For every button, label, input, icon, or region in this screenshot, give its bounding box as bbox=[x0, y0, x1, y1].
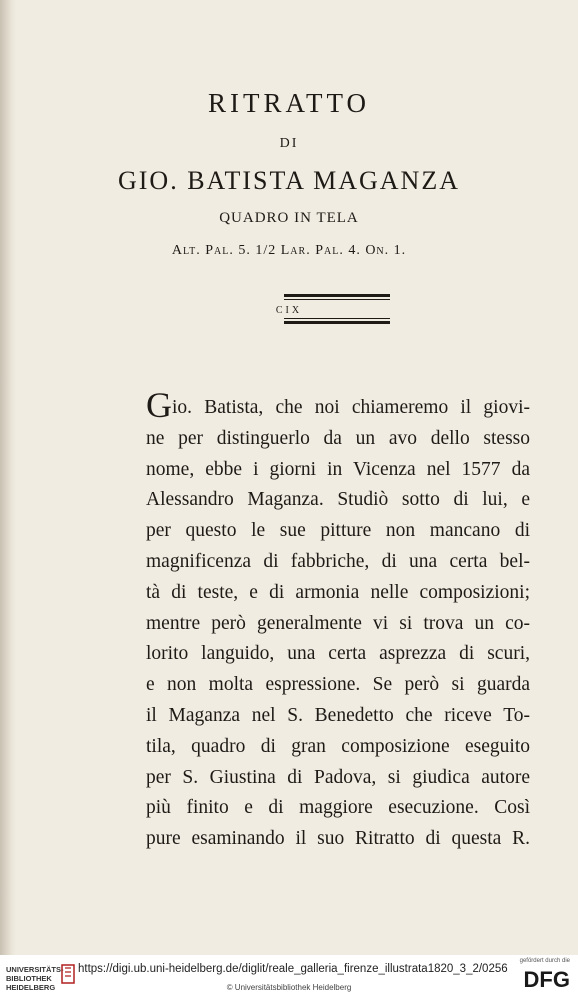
permalink-url[interactable]: https://digi.ub.uni-heidelberg.de/diglit/reale_galleria_firenze_illustrata1820_3_2/0256 bbox=[78, 963, 508, 975]
text-line: mentre però generalmente vi si trova un co- bbox=[146, 612, 530, 634]
dfg-logo: DFG bbox=[523, 967, 570, 992]
text-line: tila, quadro di gran composizione eseguito bbox=[146, 735, 530, 757]
plate-number: CIX bbox=[275, 305, 303, 316]
page-title: RITRATTO bbox=[207, 88, 370, 118]
text-line: il Maganza nel S. Benedetto che riceve To- bbox=[146, 704, 530, 726]
text-line: per questo le sue pitture non mancano di bbox=[146, 520, 530, 542]
divider-rule-bottom-thin bbox=[284, 318, 390, 319]
title-preposition: DI bbox=[279, 136, 299, 151]
body-paragraph bbox=[146, 385, 530, 855]
divider-rule-top-thin bbox=[284, 299, 390, 300]
text-line: più finito e di maggiore esecuzione. Così bbox=[146, 797, 530, 819]
viewer-footer bbox=[0, 955, 578, 997]
text-line: magnificenza di fabbriche, di una certa bel- bbox=[146, 550, 530, 572]
text-line: ne per distinguerlo da un avo dello stesso bbox=[146, 427, 530, 449]
copyright-notice: © Universitätsbibliothek Heidelberg bbox=[226, 983, 352, 992]
text-line: tà di teste, e di armonia nelle composizioni; bbox=[146, 581, 530, 603]
drop-cap: G bbox=[146, 385, 172, 425]
divider-rule-top bbox=[284, 294, 390, 297]
text-line: e non molta espressione. Se però si guarda bbox=[146, 674, 530, 696]
library-logo-text: UNIVERSITÄTS- BIBLIOTHEK HEIDELBERG bbox=[6, 965, 64, 992]
funding-note: gefördert durch die bbox=[519, 958, 570, 964]
text-line: lorito languido, una certa asprezza di scuri, bbox=[146, 643, 530, 665]
text-line: pure esaminando il suo Ritratto di questa R. bbox=[146, 828, 530, 850]
text-line: nome, ebbe i giorni in Vicenza nel 1577 da bbox=[146, 458, 530, 480]
artwork-medium: QUADRO IN TELA bbox=[219, 210, 359, 226]
text-line: Alessandro Maganza. Studiò sotto di lui, e bbox=[146, 489, 530, 511]
library-logo-icon bbox=[60, 963, 76, 985]
divider-rule-bottom bbox=[284, 321, 390, 324]
artist-name: GIO. BATISTA MAGANZA bbox=[118, 166, 460, 195]
text-line: Gio. Batista, che noi chiameremo il giovi- bbox=[146, 385, 530, 425]
text-line: per S. Giustina di Padova, si giudica autore bbox=[146, 766, 530, 788]
artwork-dimensions: Alt. Pal. 5. 1/2 Lar. Pal. 4. On. 1. bbox=[171, 243, 407, 258]
